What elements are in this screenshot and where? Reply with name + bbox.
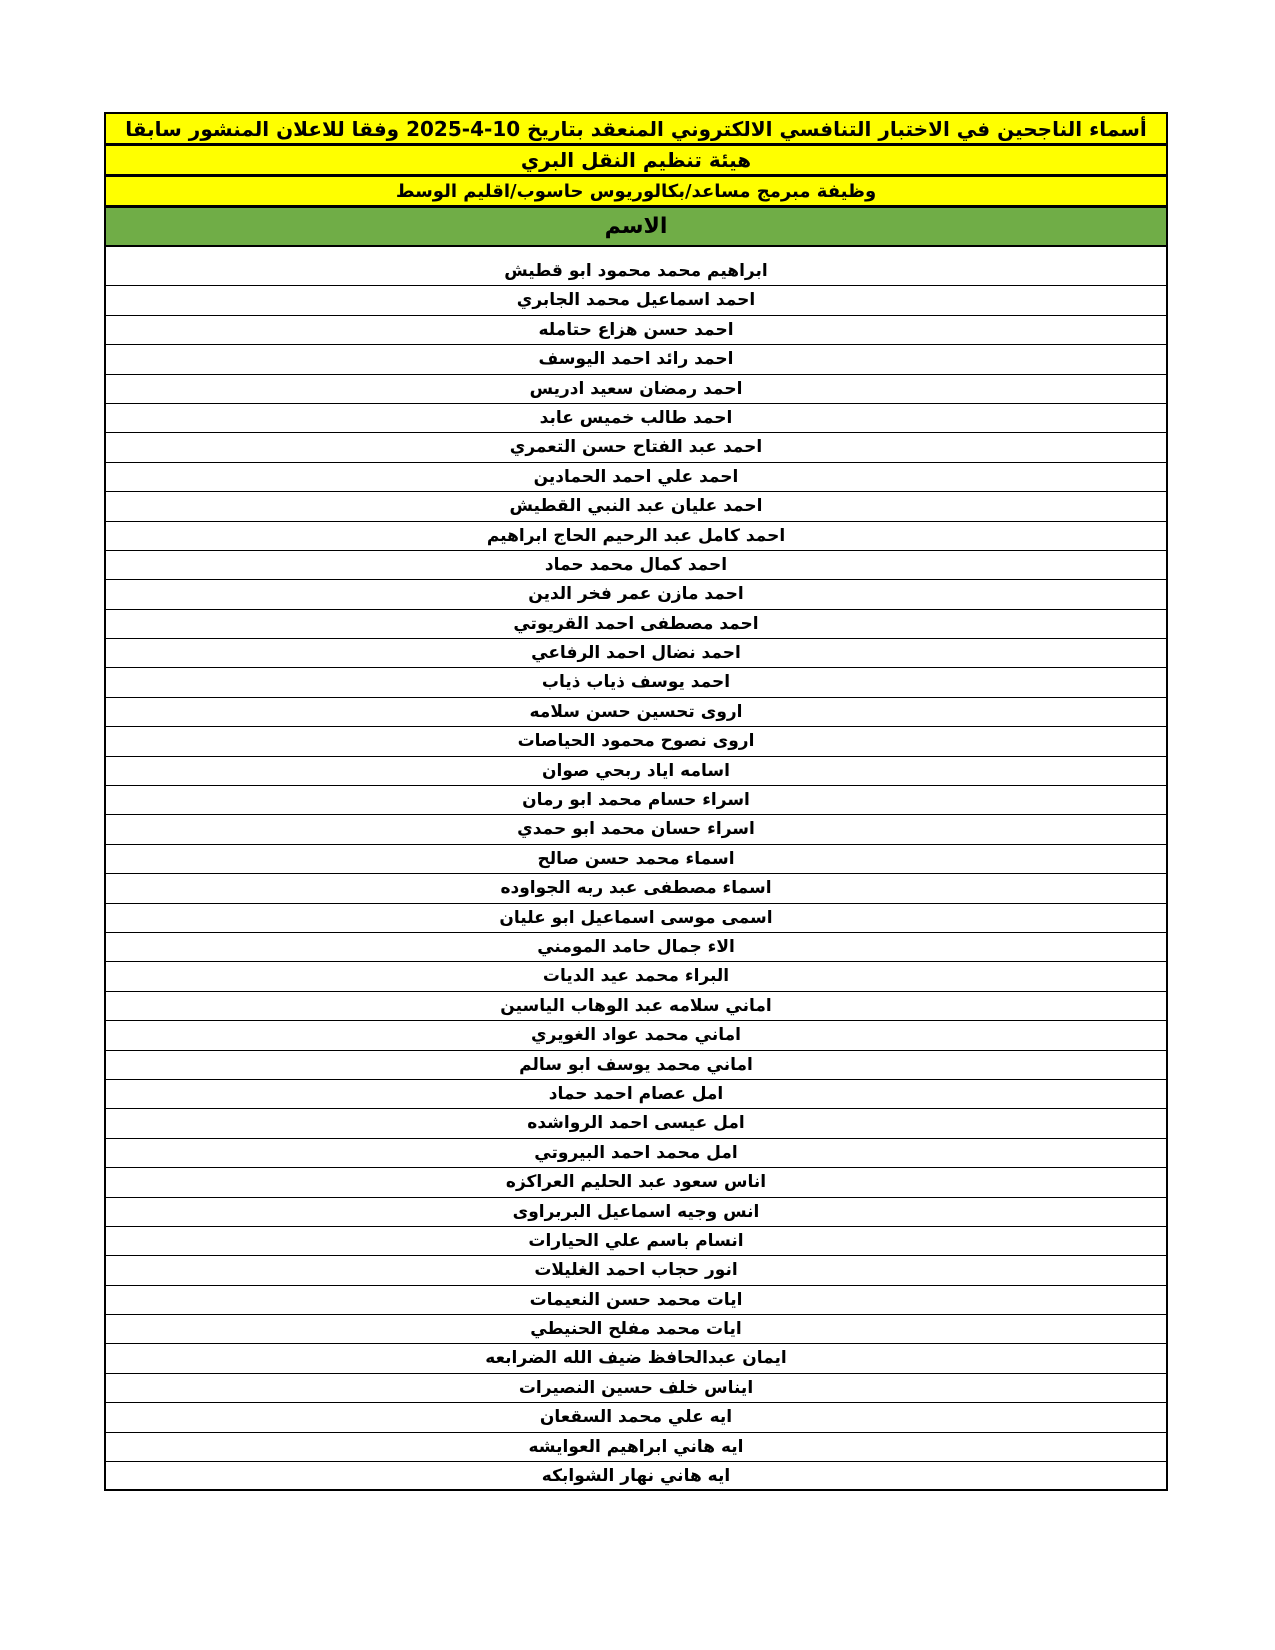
table-row: امل محمد احمد البيروتي: [106, 1139, 1166, 1168]
table-row: احمد رمضان سعيد ادريس: [106, 375, 1166, 404]
table-row: انس وجيه اسماعيل البربراوى: [106, 1198, 1166, 1227]
table-row: اسراء حسان محمد ابو حمدي: [106, 815, 1166, 844]
table-row: احمد كمال محمد حماد: [106, 551, 1166, 580]
column-header-name: الاسم: [104, 207, 1168, 247]
table-row: اسماء مصطفى عبد ربه الجواوده: [106, 874, 1166, 903]
table-row: احمد عبد الفتاح حسن التعمري: [106, 433, 1166, 462]
announcement-title: أسماء الناجحين في الاختبار التنافسي الالكتروني المنعقد بتاريخ 10-4-2025 وفقا للاعلان المنشور سابقا: [104, 112, 1168, 145]
table-row: احمد مازن عمر فخر الدين: [106, 580, 1166, 609]
table-row: اناس سعود عبد الحليم العراكزه: [106, 1168, 1166, 1197]
table-row: اماني سلامه عبد الوهاب الياسين: [106, 992, 1166, 1021]
table-row: امل عصام احمد حماد: [106, 1080, 1166, 1109]
table-row: احمد يوسف ذياب ذياب: [106, 668, 1166, 697]
table-row: ايه هاني ابراهيم العوايشه: [106, 1433, 1166, 1462]
table-row: ايه علي محمد السقعان: [106, 1403, 1166, 1432]
table-row: البراء محمد عيد الديات: [106, 962, 1166, 991]
table-row: اسامه اياد ربحي صوان: [106, 757, 1166, 786]
table-row: ايات محمد حسن النعيمات: [106, 1286, 1166, 1315]
table-row: انسام باسم علي الحيارات: [106, 1227, 1166, 1256]
table-row: اماني محمد عواد الغويري: [106, 1021, 1166, 1050]
table-row: اروى تحسين حسن سلامه: [106, 698, 1166, 727]
table-row: اروى نصوح محمود الحياصات: [106, 727, 1166, 756]
table-row: ايناس خلف حسين النصيرات: [106, 1374, 1166, 1403]
table-row: امل عيسى احمد الرواشده: [106, 1109, 1166, 1138]
table-row: احمد مصطفى احمد القريوتي: [106, 610, 1166, 639]
table-row: ايمان عبدالحافظ ضيف الله الضرابعه: [106, 1344, 1166, 1373]
job-title: وظيفة مبرمج مساعد/بكالوريوس حاسوب/اقليم الوسط: [104, 176, 1168, 207]
table-row: اسراء حسام محمد ابو رمان: [106, 786, 1166, 815]
table-row: اسمى موسى اسماعيل ابو عليان: [106, 904, 1166, 933]
results-sheet: [104, 112, 1168, 1491]
table-row: احمد علي احمد الحمادين: [106, 463, 1166, 492]
names-list: [104, 247, 1168, 1491]
table-row: اماني محمد يوسف ابو سالم: [106, 1051, 1166, 1080]
table-row: احمد عليان عبد النبي القطيش: [106, 492, 1166, 521]
table-row: احمد حسن هزاع حتامله: [106, 316, 1166, 345]
organization-name: هيئة تنظيم النقل البري: [104, 145, 1168, 176]
table-row: ايات محمد مفلح الحنيطي: [106, 1315, 1166, 1344]
table-row: احمد كامل عبد الرحيم الحاج ابراهيم: [106, 522, 1166, 551]
table-row: احمد رائد احمد اليوسف: [106, 345, 1166, 374]
spacer: [106, 247, 1166, 257]
table-row: اسماء محمد حسن صالح: [106, 845, 1166, 874]
table-row: ايه هاني نهار الشوابكه: [106, 1462, 1166, 1491]
table-row: احمد طالب خميس عابد: [106, 404, 1166, 433]
table-row: ابراهيم محمد محمود ابو قطيش: [106, 257, 1166, 286]
table-row: احمد اسماعيل محمد الجابري: [106, 286, 1166, 315]
table-row: انور حجاب احمد الغليلات: [106, 1256, 1166, 1285]
table-row: احمد نضال احمد الرفاعي: [106, 639, 1166, 668]
table-row: الاء جمال حامد المومني: [106, 933, 1166, 962]
